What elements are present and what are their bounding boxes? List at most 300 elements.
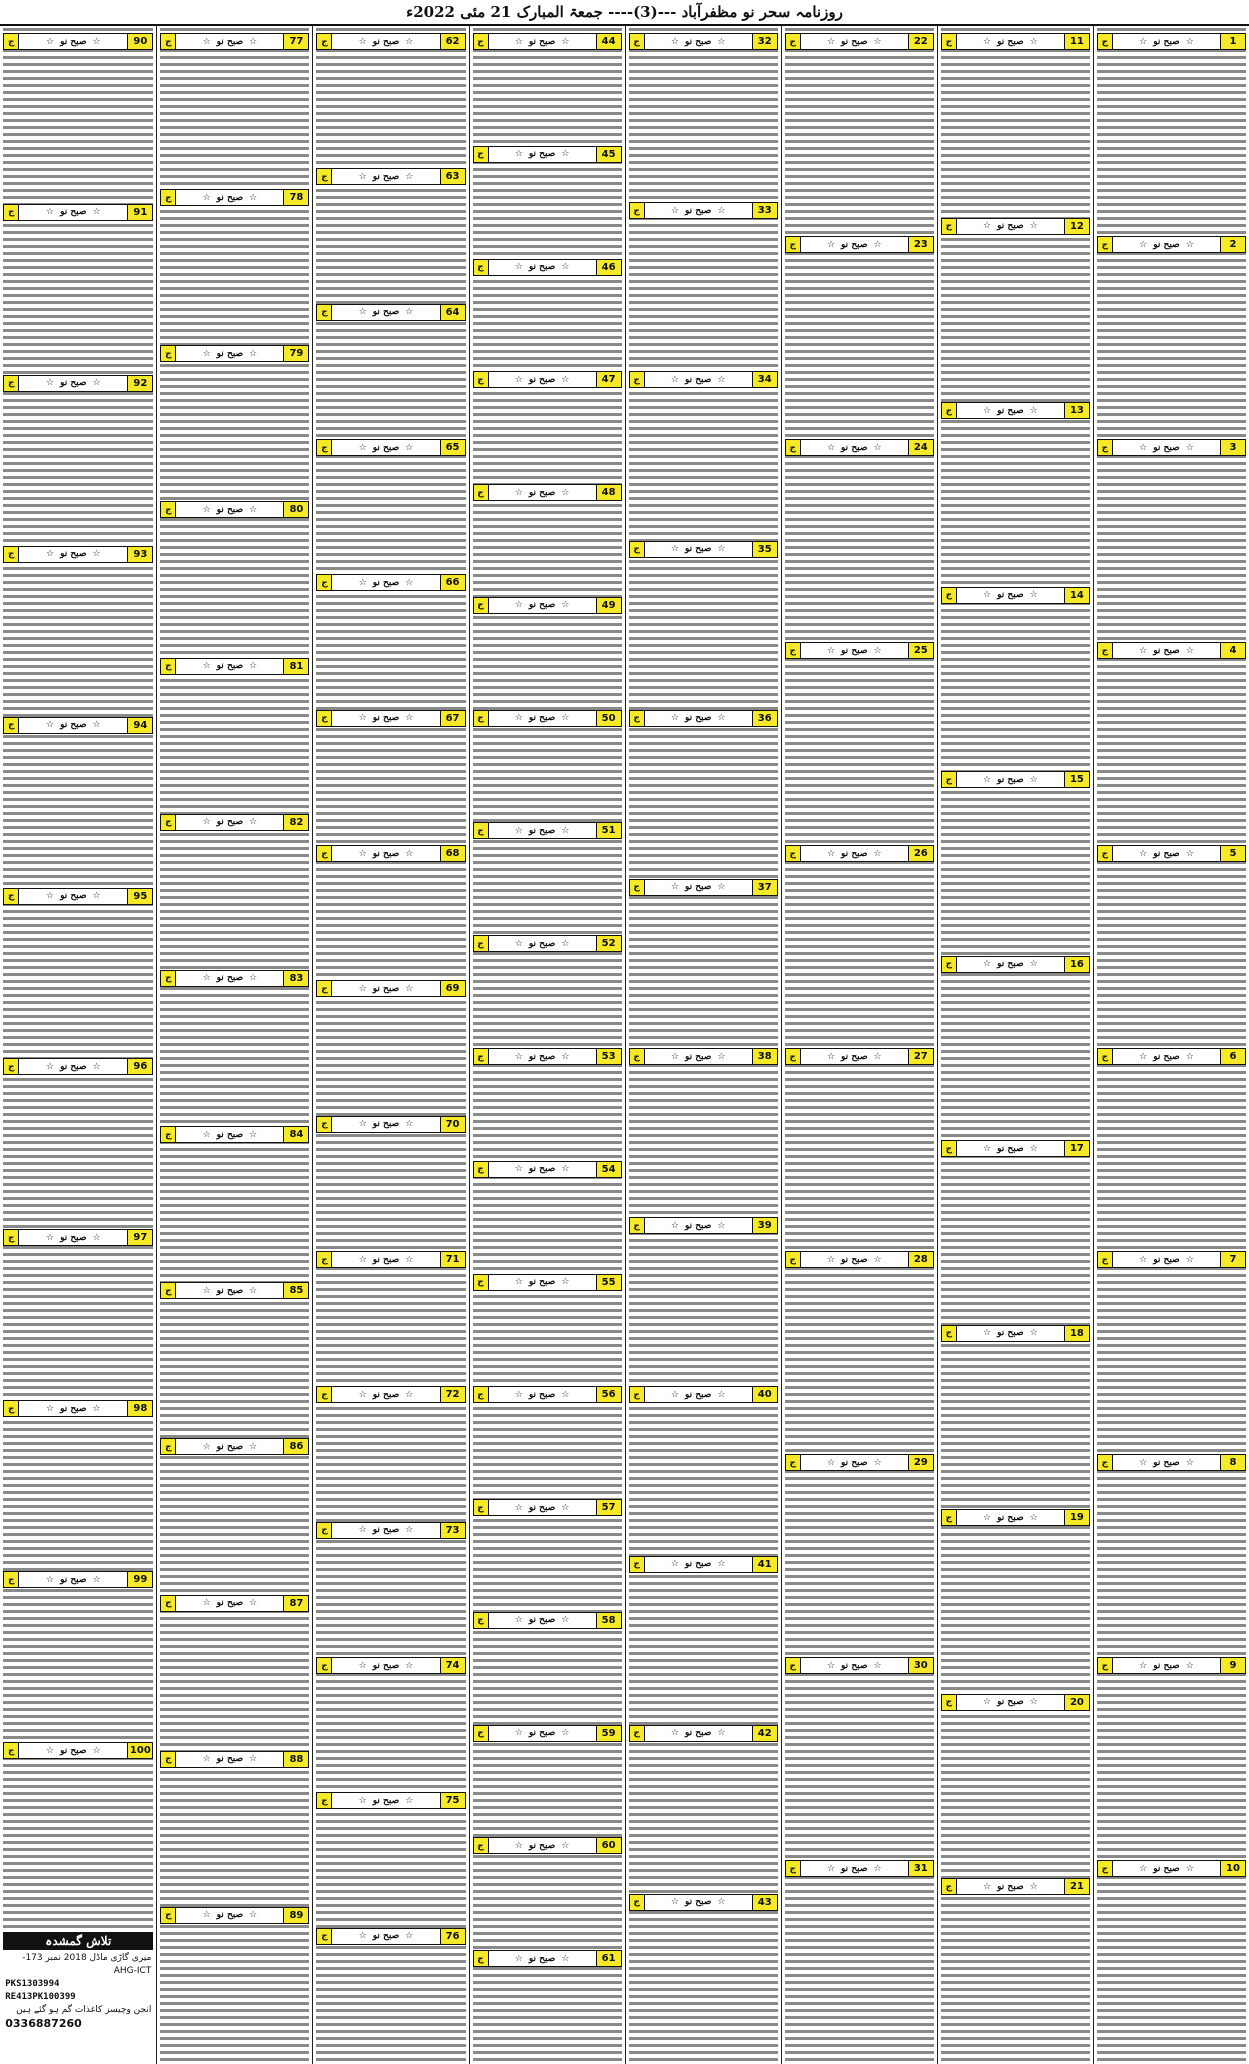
ad-number: 12 [1064,219,1089,234]
ad-header [316,304,465,321]
star-icon: ☆ [1029,1881,1038,1892]
ad-label-row [176,661,283,671]
star-icon: ☆ [873,239,882,250]
ad-label: صبح نو [997,1697,1024,1708]
ad-label-row [489,1615,596,1625]
ad-label: صبح نو [1153,848,1180,859]
star-icon: ☆ [405,1795,414,1806]
ad-number: 37 [752,880,777,895]
star-icon: ☆ [1185,36,1194,47]
star-icon: ☆ [202,1910,211,1921]
lost-notice-line: انجن وچیسز کاغذات گم ہو گئے ہیں [16,2005,152,2015]
star-icon: ☆ [1185,1660,1194,1671]
star-icon: ☆ [561,600,570,611]
ad-label: صبح نو [60,891,87,902]
ad-label: صبح نو [841,239,868,250]
column-4 [625,26,781,2064]
star-icon: ☆ [717,1220,726,1231]
ad-label-row [332,984,439,994]
ad-header [160,1438,309,1455]
ad-label: صبح نو [841,1660,868,1671]
star-icon: ☆ [983,959,992,970]
masthead-title: روزنامہ سحر نو مظفرآباد ---(3)---- جمعۃ المبارک 21 مئی 2022ء [406,3,843,21]
ad-header [629,710,778,727]
ad-label-row [19,891,127,901]
ad-number: 40 [752,1387,777,1402]
ad-label-row [957,37,1064,47]
ad-header [629,33,778,50]
ad-mark-icon: ج [4,205,19,220]
ad-label: صبح نو [1153,442,1180,453]
ad-label-row [489,826,596,836]
star-icon: ☆ [92,720,101,731]
ad-header [316,439,465,456]
ad-number: 26 [908,846,933,861]
star-icon: ☆ [514,1502,523,1513]
ad-number: 6 [1220,1049,1245,1064]
ad-number: 75 [440,1793,465,1808]
star-icon: ☆ [249,348,258,359]
ad-number: 83 [283,971,308,986]
star-icon: ☆ [717,205,726,216]
ad-mark-icon: ج [474,598,489,613]
ad-header [316,1522,465,1539]
star-icon: ☆ [92,36,101,47]
star-icon: ☆ [202,973,211,984]
ad-label-row [645,1390,752,1400]
lost-notice-title: تلاش گمشدہ [3,1932,153,1950]
ad-mark-icon: ج [4,547,19,562]
ad-number: 87 [283,1596,308,1611]
star-icon: ☆ [1029,959,1038,970]
ad-number: 68 [440,846,465,861]
star-icon: ☆ [1029,590,1038,601]
ad-label: صبح نو [216,1910,244,1921]
ad-mark-icon: ج [630,1726,645,1741]
ad-header [473,33,622,50]
ad-label-row [957,406,1064,416]
ad-label-row [645,1559,752,1569]
star-icon: ☆ [1029,221,1038,232]
ad-header [1097,1454,1246,1471]
ad-label: صبح نو [841,36,868,47]
star-icon: ☆ [826,1254,836,1265]
ad-mark-icon: ج [630,1557,645,1572]
ad-label-row [332,1255,439,1265]
star-icon: ☆ [249,1598,258,1609]
star-icon: ☆ [1139,1254,1148,1265]
ad-number: 81 [283,659,308,674]
star-icon: ☆ [1185,1254,1194,1265]
ad-label: صبح نو [528,1389,556,1400]
ad-header [941,1878,1090,1895]
ad-label: صبح نو [216,973,244,984]
star-icon: ☆ [717,882,726,893]
star-icon: ☆ [358,577,367,588]
star-icon: ☆ [1139,239,1148,250]
ad-header [785,1454,934,1471]
star-icon: ☆ [670,1897,679,1908]
ad-label: صبح نو [60,549,87,560]
ad-mark-icon: ج [317,846,332,861]
star-icon: ☆ [514,1728,523,1739]
star-icon: ☆ [1185,848,1194,859]
ad-number: 20 [1064,1695,1089,1710]
ad-mark-icon: ج [630,203,645,218]
ad-number: 92 [127,376,152,391]
star-icon: ☆ [983,1697,992,1708]
ad-label-row [645,882,752,892]
ad-header [629,1386,778,1403]
ad-header [3,717,153,734]
ad-label-row [645,1897,752,1907]
ad-label-row [1113,1661,1220,1671]
ad-number: 51 [596,823,621,838]
ad-mark-icon: ج [630,880,645,895]
star-icon: ☆ [202,192,211,203]
ad-header [316,710,465,727]
ad-mark-icon: ج [474,260,489,275]
ad-mark-icon: ج [161,190,176,205]
ad-label: صبح نو [997,1881,1024,1892]
ad-mark-icon: ج [1098,1658,1113,1673]
ad-header [316,1657,465,1674]
ad-label: صبح نو [997,1512,1024,1523]
star-icon: ☆ [45,549,55,560]
star-icon: ☆ [1029,1328,1038,1339]
ad-header [629,1217,778,1234]
ad-label: صبح نو [528,1502,556,1513]
ad-label-row [801,37,908,47]
ad-mark-icon: ج [630,1895,645,1910]
star-icon: ☆ [826,1051,836,1062]
star-icon: ☆ [405,1119,414,1130]
ad-number: 11 [1064,34,1089,49]
ad-number: 59 [596,1726,621,1741]
ad-header [473,1386,622,1403]
star-icon: ☆ [358,983,367,994]
star-icon: ☆ [670,713,679,724]
ad-mark-icon: ج [161,1908,176,1923]
ad-label-row [1113,1052,1220,1062]
ad-number: 41 [752,1557,777,1572]
ad-label: صبح نو [372,1660,400,1671]
ad-mark-icon: ج [4,34,19,49]
ad-number: 73 [440,1523,465,1538]
ad-label: صبح نو [1153,1254,1180,1265]
star-icon: ☆ [983,36,992,47]
ad-header [316,33,465,50]
star-icon: ☆ [405,848,414,859]
ad-label-row [176,973,283,983]
ad-mark-icon: ج [317,1117,332,1132]
ad-label: صبح نو [684,1897,712,1908]
column-6 [312,26,468,2064]
ad-number: 31 [908,1861,933,1876]
star-icon: ☆ [358,442,367,453]
ad-mark-icon: ج [317,575,332,590]
star-icon: ☆ [202,1441,211,1452]
ad-number: 52 [596,936,621,951]
ad-label-row [1113,849,1220,859]
star-icon: ☆ [514,1164,523,1175]
ad-label-row [489,1052,596,1062]
ad-number: 1 [1220,34,1245,49]
ad-number: 61 [596,1951,621,1966]
ad-number: 97 [127,1230,152,1245]
ad-mark-icon: ج [1098,1861,1113,1876]
ad-number: 74 [440,1658,465,1673]
star-icon: ☆ [561,1728,570,1739]
ad-mark-icon: ج [474,1500,489,1515]
ad-label: صبح نو [528,600,556,611]
ad-number: 84 [283,1127,308,1142]
star-icon: ☆ [873,1457,882,1468]
star-icon: ☆ [670,374,679,385]
ad-number: 30 [908,1658,933,1673]
ad-number: 43 [752,1895,777,1910]
star-icon: ☆ [1139,442,1148,453]
star-icon: ☆ [405,307,414,318]
ad-label: صبح نو [841,1051,868,1062]
star-icon: ☆ [514,1840,523,1851]
ad-label-row [801,240,908,250]
star-icon: ☆ [1029,1512,1038,1523]
ad-label-row [1113,646,1220,656]
ad-mark-icon: ج [4,1059,19,1074]
ad-mark-icon: ج [1098,846,1113,861]
ad-number: 69 [440,981,465,996]
ad-number: 79 [283,346,308,361]
star-icon: ☆ [358,1119,367,1130]
ad-label: صبح نو [528,1164,556,1175]
ad-header [1097,1657,1246,1674]
ad-mark-icon: ج [474,1951,489,1966]
ad-label: صبح نو [1153,1863,1180,1874]
ad-mark-icon: ج [1098,1455,1113,1470]
ad-header [316,1792,465,1809]
ad-header [941,33,1090,50]
star-icon: ☆ [717,1897,726,1908]
ad-mark-icon: ج [786,440,801,455]
ad-number: 38 [752,1049,777,1064]
star-icon: ☆ [983,221,992,232]
ad-mark-icon: ج [1098,440,1113,455]
ad-label: صبح نو [684,1559,712,1569]
star-icon: ☆ [670,1220,679,1231]
star-icon: ☆ [202,1129,211,1140]
ad-header [3,1058,153,1075]
ad-label: صبح نو [372,983,400,994]
ad-header [473,710,622,727]
ad-label-row [176,1286,283,1296]
ad-number: 14 [1064,588,1089,603]
ad-mark-icon: ج [786,1658,801,1673]
ad-label: صبح نو [684,882,712,893]
ad-label: صبح نو [684,374,712,385]
ad-mark-icon: ج [1098,643,1113,658]
ad-label: صبح نو [528,149,556,160]
ad-label-row [332,443,439,453]
ad-mark-icon: ج [942,588,957,603]
ad-label-row [1113,443,1220,453]
ad-header [785,1657,934,1674]
ad-mark-icon: ج [942,957,957,972]
ad-label-row [645,206,752,216]
star-icon: ☆ [670,36,679,47]
ad-header [941,1694,1090,1711]
ad-label: صبح نو [372,1119,400,1130]
star-icon: ☆ [561,1953,570,1964]
ad-header [160,1751,309,1768]
star-icon: ☆ [92,1745,101,1756]
ad-label-row [957,1882,1064,1892]
star-icon: ☆ [1029,1143,1038,1154]
star-icon: ☆ [45,1232,55,1243]
star-icon: ☆ [717,1559,726,1569]
ad-mark-icon: ج [1098,237,1113,252]
star-icon: ☆ [249,36,258,47]
lost-notice-code: PKS1303994 [5,1979,60,1989]
ad-number: 21 [1064,1879,1089,1894]
ad-label-row [19,1062,127,1072]
ad-label: صبح نو [60,1232,87,1243]
star-icon: ☆ [1139,1863,1148,1874]
star-icon: ☆ [202,1285,211,1296]
ad-label: صبح نو [372,1525,400,1536]
star-icon: ☆ [873,1863,882,1874]
ad-header [1097,642,1246,659]
ad-mark-icon: ج [474,1049,489,1064]
ad-header [1097,439,1246,456]
ad-header [1097,1048,1246,1065]
star-icon: ☆ [45,1403,55,1414]
star-icon: ☆ [561,262,570,273]
ad-label-row [332,1119,439,1129]
ad-label-row [645,1728,752,1738]
star-icon: ☆ [202,504,211,515]
ad-number: 32 [752,34,777,49]
ad-label: صبح نو [684,36,712,47]
ad-label: صبح نو [528,262,556,273]
ad-number: 82 [283,815,308,830]
ad-label: صبح نو [841,442,868,453]
ad-number: 4 [1220,643,1245,658]
star-icon: ☆ [405,36,414,47]
ad-label: صبح نو [60,1403,87,1414]
ad-mark-icon: ج [786,237,801,252]
ad-mark-icon: ج [317,1658,332,1673]
star-icon: ☆ [45,1745,55,1756]
ad-header [941,587,1090,604]
star-icon: ☆ [717,36,726,47]
star-icon: ☆ [717,1728,726,1739]
ad-mark-icon: ج [942,1326,957,1341]
ad-number: 85 [283,1283,308,1298]
ad-label-row [801,1458,908,1468]
ad-label: صبح نو [997,590,1024,601]
ad-mark-icon: ج [474,711,489,726]
ad-label-row [332,1661,439,1671]
star-icon: ☆ [826,442,836,453]
star-icon: ☆ [1185,645,1194,656]
ad-label-row [19,1404,127,1414]
star-icon: ☆ [202,1598,211,1609]
star-icon: ☆ [405,1931,414,1942]
ad-header [3,888,153,905]
ad-number: 9 [1220,1658,1245,1673]
star-icon: ☆ [45,891,55,902]
ad-number: 58 [596,1613,621,1628]
ad-label: صبح نو [1153,36,1180,47]
star-icon: ☆ [1185,239,1194,250]
ad-label-row [19,549,127,559]
ad-label: صبح نو [684,1220,712,1231]
ad-label-row [176,349,283,359]
star-icon: ☆ [873,36,882,47]
star-icon: ☆ [202,661,211,672]
ad-number: 25 [908,643,933,658]
ad-number: 71 [440,1252,465,1267]
ad-number: 10 [1220,1861,1245,1876]
ad-label-row [489,1277,596,1287]
star-icon: ☆ [514,938,523,949]
ad-label-row [176,1910,283,1920]
ad-header [941,1140,1090,1157]
ad-number: 28 [908,1252,933,1267]
ad-label: صبح نو [528,1051,556,1062]
ad-header [3,33,153,50]
lost-notice-phone: 0336887260 [5,2017,82,2030]
ad-label: صبح نو [1153,1457,1180,1468]
ad-number: 8 [1220,1455,1245,1470]
ad-header [316,1251,465,1268]
ad-header [473,1837,622,1854]
ad-label: صبح نو [997,221,1024,232]
ad-header [941,956,1090,973]
ad-header [473,371,622,388]
ad-number: 19 [1064,1510,1089,1525]
star-icon: ☆ [92,1574,101,1585]
ad-label-row [645,713,752,723]
ad-label: صبح نو [216,661,244,672]
ad-mark-icon: ج [474,372,489,387]
star-icon: ☆ [561,938,570,949]
star-icon: ☆ [249,1754,258,1765]
star-icon: ☆ [561,713,570,724]
ad-number: 88 [283,1752,308,1767]
ad-label-row [489,488,596,498]
ad-number: 64 [440,305,465,320]
ad-label: صبح نو [684,1389,712,1400]
ad-label: صبح نو [60,36,87,47]
star-icon: ☆ [561,487,570,498]
ad-number: 66 [440,575,465,590]
ad-number: 70 [440,1117,465,1132]
ad-header [160,1907,309,1924]
ad-header [3,546,153,563]
column-5 [469,26,625,2064]
ad-number: 29 [908,1455,933,1470]
ad-label: صبح نو [60,207,87,218]
ad-label-row [957,221,1064,231]
star-icon: ☆ [1029,405,1038,416]
ad-label-row [801,1255,908,1265]
ad-label: صبح نو [372,1389,400,1400]
ad-label: صبح نو [528,1277,556,1288]
star-icon: ☆ [514,36,523,47]
ad-label-row [19,1746,127,1756]
